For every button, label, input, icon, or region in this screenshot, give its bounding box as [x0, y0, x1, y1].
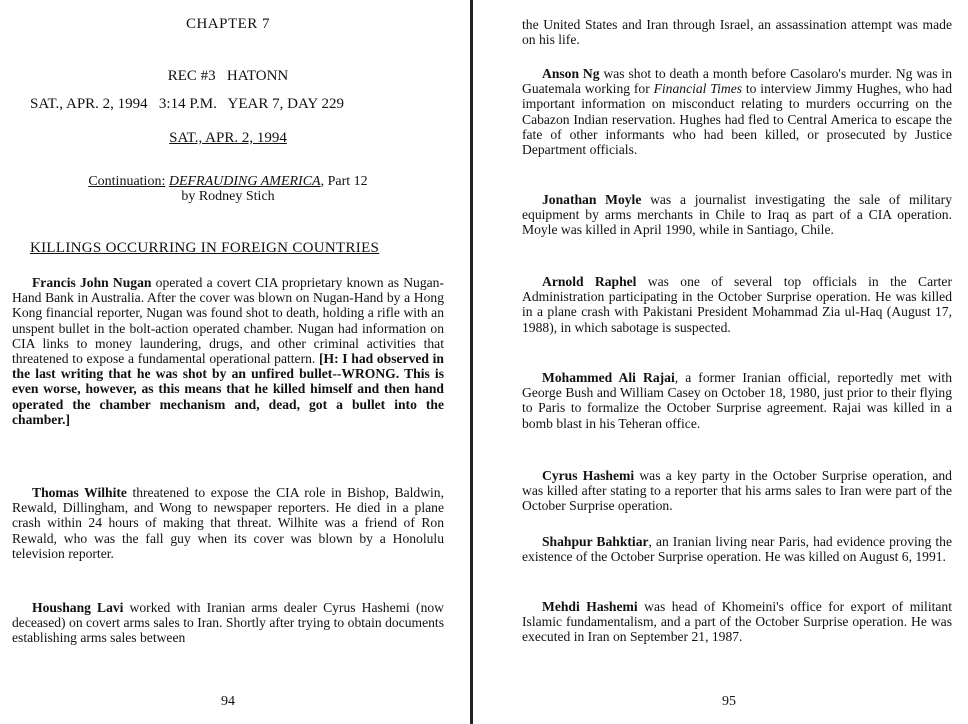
paragraph-text: was a journalist investigating the sale of military equipment by arms merchants in Chile to Iraq as part of a CIA operation. Moyle was killed in April 1990, while in Santiago, Chile.: [522, 192, 952, 238]
right-page: [522, 0, 952, 724]
paragraph-nugan: [12, 275, 444, 427]
paragraph-moyle: [522, 192, 952, 238]
byline: by Rodney Stich: [181, 189, 275, 204]
paragraph-text: was shot to death a month before Casolaro's murder. Ng was in Guatemala working for: [522, 66, 952, 97]
left-page: [12, 0, 444, 724]
continuation-title: DEFRAUDING AMERICA: [168, 174, 321, 189]
paragraph-lavi: [12, 600, 444, 646]
publication-name: Financial Times: [653, 81, 743, 97]
rec-line: REC #3 HATONN: [167, 68, 289, 84]
page-number: 94: [221, 694, 235, 709]
continuation-line: [12, 174, 444, 189]
date-line: SAT., APR. 2, 1994 3:14 P.M. YEAR 7, DAY 229: [30, 96, 344, 112]
paragraph-text: threatened to expose the CIA role in Bishop, Baldwin, Rewald, Dillingham, and Wong to newspaper reporters. He died in a plane crash within 24 hours of making that threat. Wilhite was a friend of Ron Rewald, who was the fall guy when its cover was blown by a Honolulu television reporter.: [12, 485, 444, 561]
paragraph-text: was one of several top officials in the Carter Administration participating in the October Surprise operation. He was killed in a plane crash with Pakistani President Mohammad Zia ul-Haq (August 17, 1988), in which sabotage is suspected.: [522, 274, 952, 335]
date-underlined-text: SAT., APR. 2, 1994: [169, 130, 287, 146]
paragraph-text: , a former Iranian official, reportedly met with George Bush and William Casey on October 18, 1980, just prior to their flying to Paris to formalize the October Surprise agreement. Rajai was killed in a bomb blast in his Teheran office.: [522, 370, 952, 431]
continuation-block: [12, 174, 444, 204]
author-note: [H: I had observed in the last writing that he was shot by an unfired bullet--WRONG. This is even worse, however, as this means that he killed himself and then hand operated the chamber mechanism and, dead, got a bullet into the chamber.]: [12, 351, 444, 427]
chapter-heading: CHAPTER 7: [185, 16, 271, 32]
paragraph-raphel: [522, 274, 952, 335]
paragraph-text: , an Iranian living near Paris, had evidence proving the existence of the October Surprise operation. He was killed on August 6, 1991.: [522, 534, 952, 565]
paragraph-mehdi-hashemi: [522, 599, 952, 645]
paragraph-ng: [522, 66, 952, 157]
page-number: 95: [722, 694, 736, 709]
person-name: Thomas Wilhite: [32, 485, 127, 500]
person-name: Houshang Lavi: [32, 600, 124, 615]
paragraph-text: was head of Khomeini's office for export of militant Islamic fundamentalism, and a part of the October Surprise operation. He was executed in Iran on September 21, 1987.: [522, 599, 952, 645]
paragraph-text: was a key party in the October Surprise operation, and was killed after stating to a reporter that his arms sales to Iran were part of the October Surprise operation.: [522, 468, 952, 514]
continuation-part: , Part 12: [320, 174, 368, 189]
paragraph-wilhite: [12, 485, 444, 561]
section-heading: KILLINGS OCCURRING IN FOREIGN COUNTRIES: [30, 240, 380, 256]
paragraph-cyrus-hashemi: [522, 468, 952, 514]
person-name: Francis John Nugan: [32, 275, 152, 290]
paragraph-text: to interview Jimmy Hughes, who had important information on misconduct relating to murders occurring on the Cabazon Indian reservation. Hughes had fled to Central America to escape the fate of other informants who had been killed, or prosecuted by Justice Department officials.: [522, 81, 953, 158]
paragraph-rajai: [522, 370, 952, 431]
paragraph-continued: the United States and Iran through Israel, an assassination attempt was made on his life.: [522, 17, 952, 48]
person-name: Shahpur Bahktiar: [542, 534, 649, 549]
person-name: Jonathan Moyle: [542, 192, 642, 207]
person-name: Mehdi Hashemi: [542, 599, 638, 614]
person-name: Mohammed Ali Rajai: [542, 370, 675, 385]
person-name: Cyrus Hashemi: [542, 468, 635, 483]
paragraph-bahktiar: [522, 534, 952, 564]
continuation-label: Continuation:: [88, 174, 166, 189]
paragraph-text: worked with Iranian arms dealer Cyrus Hashemi (now deceased) on covert arms sales to Iran. Shortly after trying to obtain documents establishing arms sales between: [12, 600, 444, 646]
person-name: Arnold Raphel: [542, 274, 637, 289]
date-underlined: [12, 130, 444, 147]
person-name: Anson Ng: [542, 66, 600, 81]
paragraph-text: operated a covert CIA proprietary known as Nugan-Hand Bank in Australia. After the cover was blown on Nugan-Hand by a Hong Kong financial reporter, Nugan was found shot to death, holding a rifle with an unspent bullet in the bolt-action operated chamber. Nugan had information on CIA links to money laundering, drugs, and other criminal activities that threatened to expose a fundamental operational pattern.: [12, 275, 444, 367]
page-gutter: [470, 0, 473, 724]
